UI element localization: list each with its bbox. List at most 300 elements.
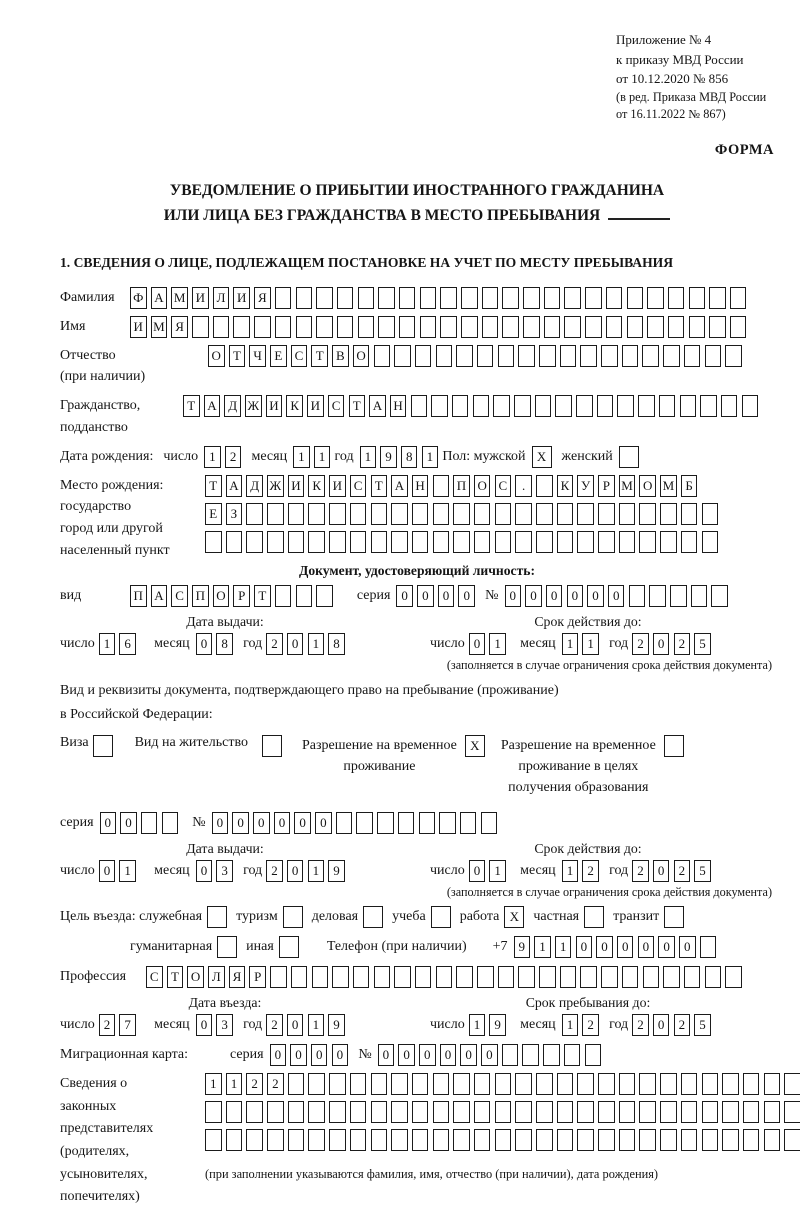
- char-box[interactable]: [622, 966, 639, 988]
- char-box[interactable]: [474, 1101, 491, 1123]
- char-box[interactable]: И: [307, 395, 324, 417]
- char-box[interactable]: [481, 812, 498, 834]
- char-box[interactable]: [536, 503, 553, 525]
- char-box[interactable]: [412, 531, 429, 553]
- char-box[interactable]: [308, 531, 325, 553]
- char-box[interactable]: С: [328, 395, 345, 417]
- char-box[interactable]: [296, 585, 313, 607]
- char-box[interactable]: [371, 1129, 388, 1151]
- char-box[interactable]: 5: [694, 1014, 711, 1036]
- char-box[interactable]: З: [226, 503, 243, 525]
- char-box[interactable]: [378, 316, 395, 338]
- char-box[interactable]: 1: [308, 860, 325, 882]
- char-box[interactable]: [308, 1101, 325, 1123]
- char-box[interactable]: [700, 936, 717, 958]
- char-box[interactable]: [436, 966, 453, 988]
- char-box[interactable]: С: [171, 585, 188, 607]
- char-box[interactable]: [585, 1044, 602, 1066]
- char-box[interactable]: [730, 316, 747, 338]
- char-box[interactable]: М: [151, 316, 168, 338]
- char-box[interactable]: [619, 1073, 636, 1095]
- char-box[interactable]: 0: [587, 585, 604, 607]
- char-box[interactable]: [246, 1101, 263, 1123]
- char-box[interactable]: 2: [632, 1014, 649, 1036]
- char-box[interactable]: [536, 1101, 553, 1123]
- char-box[interactable]: [246, 503, 263, 525]
- char-box[interactable]: 0: [419, 1044, 436, 1066]
- char-box[interactable]: [337, 287, 354, 309]
- char-box[interactable]: [371, 531, 388, 553]
- char-box[interactable]: 1: [422, 446, 439, 468]
- char-box[interactable]: [267, 503, 284, 525]
- char-box[interactable]: [722, 1073, 739, 1095]
- char-box[interactable]: [371, 503, 388, 525]
- char-box[interactable]: [358, 316, 375, 338]
- char-box[interactable]: [543, 1044, 560, 1066]
- char-box[interactable]: 0: [270, 1044, 287, 1066]
- char-box[interactable]: [564, 287, 581, 309]
- char-box[interactable]: [162, 812, 179, 834]
- char-box[interactable]: 0: [617, 936, 634, 958]
- char-box[interactable]: 0: [311, 1044, 328, 1066]
- char-box[interactable]: [722, 1101, 739, 1123]
- char-box[interactable]: [440, 287, 457, 309]
- char-box[interactable]: [577, 531, 594, 553]
- char-box[interactable]: [705, 345, 722, 367]
- char-box[interactable]: Т: [183, 395, 200, 417]
- char-box[interactable]: [267, 1129, 284, 1151]
- char-box[interactable]: [536, 1073, 553, 1095]
- char-box[interactable]: [642, 345, 659, 367]
- char-box[interactable]: [460, 812, 477, 834]
- char-box[interactable]: [456, 966, 473, 988]
- char-box[interactable]: [544, 316, 561, 338]
- char-box[interactable]: [711, 585, 728, 607]
- char-box[interactable]: 2: [582, 1014, 599, 1036]
- char-box[interactable]: [213, 316, 230, 338]
- char-box[interactable]: [619, 1129, 636, 1151]
- char-box[interactable]: [391, 531, 408, 553]
- char-box[interactable]: [668, 287, 685, 309]
- char-box[interactable]: М: [619, 475, 636, 497]
- char-box[interactable]: [722, 1129, 739, 1151]
- char-box[interactable]: [743, 1073, 760, 1095]
- char-box[interactable]: [456, 345, 473, 367]
- char-box[interactable]: [560, 966, 577, 988]
- char-box[interactable]: [515, 1073, 532, 1095]
- char-box[interactable]: [536, 1129, 553, 1151]
- char-box[interactable]: Л: [208, 966, 225, 988]
- char-box[interactable]: Т: [229, 345, 246, 367]
- char-box[interactable]: [557, 503, 574, 525]
- char-box[interactable]: [398, 812, 415, 834]
- char-box[interactable]: [705, 966, 722, 988]
- char-box[interactable]: [597, 395, 614, 417]
- char-box[interactable]: [141, 812, 158, 834]
- char-box[interactable]: [473, 395, 490, 417]
- char-box[interactable]: [275, 287, 292, 309]
- char-box[interactable]: С: [291, 345, 308, 367]
- char-box[interactable]: [453, 531, 470, 553]
- char-box[interactable]: А: [204, 395, 221, 417]
- char-box[interactable]: [329, 1101, 346, 1123]
- char-box[interactable]: [639, 1129, 656, 1151]
- char-box[interactable]: [474, 503, 491, 525]
- char-box[interactable]: [702, 1101, 719, 1123]
- char-box[interactable]: Ч: [249, 345, 266, 367]
- char-box[interactable]: [627, 316, 644, 338]
- char-box[interactable]: [353, 966, 370, 988]
- char-box[interactable]: 9: [328, 860, 345, 882]
- char-box[interactable]: О: [353, 345, 370, 367]
- char-box[interactable]: [639, 1073, 656, 1095]
- char-box[interactable]: [619, 503, 636, 525]
- char-box[interactable]: [627, 287, 644, 309]
- char-box[interactable]: 0: [458, 585, 475, 607]
- char-box[interactable]: [639, 531, 656, 553]
- char-box[interactable]: [660, 1129, 677, 1151]
- char-box[interactable]: [374, 966, 391, 988]
- char-box[interactable]: [721, 395, 738, 417]
- char-box[interactable]: [226, 1101, 243, 1123]
- char-box[interactable]: 0: [417, 585, 434, 607]
- char-box[interactable]: [474, 1129, 491, 1151]
- char-box[interactable]: М: [660, 475, 677, 497]
- char-box[interactable]: [730, 287, 747, 309]
- char-box[interactable]: [267, 1101, 284, 1123]
- char-box[interactable]: У: [577, 475, 594, 497]
- char-box[interactable]: [638, 395, 655, 417]
- char-box[interactable]: [288, 503, 305, 525]
- char-box[interactable]: 0: [567, 585, 584, 607]
- char-box[interactable]: 9: [514, 936, 531, 958]
- char-box[interactable]: П: [192, 585, 209, 607]
- char-box[interactable]: 0: [638, 936, 655, 958]
- char-box[interactable]: [350, 1129, 367, 1151]
- char-box[interactable]: [619, 531, 636, 553]
- char-box[interactable]: [420, 316, 437, 338]
- char-box[interactable]: Т: [205, 475, 222, 497]
- char-box[interactable]: [660, 1073, 677, 1095]
- char-box[interactable]: 0: [398, 1044, 415, 1066]
- char-box[interactable]: [681, 531, 698, 553]
- char-box[interactable]: Я: [254, 287, 271, 309]
- char-box[interactable]: А: [151, 287, 168, 309]
- char-box[interactable]: [495, 531, 512, 553]
- char-box[interactable]: [246, 1129, 263, 1151]
- purpose-tourism-checkbox[interactable]: [283, 906, 303, 928]
- char-box[interactable]: [308, 503, 325, 525]
- char-box[interactable]: [431, 395, 448, 417]
- char-box[interactable]: 9: [328, 1014, 345, 1036]
- char-box[interactable]: [670, 585, 687, 607]
- char-box[interactable]: [399, 316, 416, 338]
- char-box[interactable]: 0: [653, 860, 670, 882]
- char-box[interactable]: Ф: [130, 287, 147, 309]
- char-box[interactable]: 0: [99, 860, 116, 882]
- char-box[interactable]: 0: [287, 633, 304, 655]
- char-box[interactable]: 0: [438, 585, 455, 607]
- char-box[interactable]: Я: [171, 316, 188, 338]
- temp-permit-edu-checkbox[interactable]: [664, 735, 684, 757]
- char-box[interactable]: [702, 503, 719, 525]
- char-box[interactable]: [412, 1073, 429, 1095]
- char-box[interactable]: [350, 503, 367, 525]
- char-box[interactable]: 0: [274, 812, 291, 834]
- char-box[interactable]: 9: [489, 1014, 506, 1036]
- char-box[interactable]: 0: [287, 860, 304, 882]
- char-box[interactable]: Н: [390, 395, 407, 417]
- char-box[interactable]: 2: [99, 1014, 116, 1036]
- char-box[interactable]: [680, 395, 697, 417]
- char-box[interactable]: 5: [694, 633, 711, 655]
- char-box[interactable]: [308, 1073, 325, 1095]
- char-box[interactable]: [288, 1129, 305, 1151]
- char-box[interactable]: [557, 1073, 574, 1095]
- char-box[interactable]: [784, 1073, 800, 1095]
- char-box[interactable]: К: [308, 475, 325, 497]
- char-box[interactable]: 1: [293, 446, 310, 468]
- char-box[interactable]: 1: [204, 446, 221, 468]
- char-box[interactable]: [515, 1101, 532, 1123]
- char-box[interactable]: [557, 531, 574, 553]
- char-box[interactable]: [275, 316, 292, 338]
- char-box[interactable]: Д: [246, 475, 263, 497]
- temp-permit-checkbox[interactable]: X: [465, 735, 485, 757]
- char-box[interactable]: [391, 1073, 408, 1095]
- char-box[interactable]: [474, 1073, 491, 1095]
- char-box[interactable]: 8: [216, 633, 233, 655]
- char-box[interactable]: [585, 316, 602, 338]
- char-box[interactable]: 0: [596, 936, 613, 958]
- char-box[interactable]: [518, 345, 535, 367]
- char-box[interactable]: 0: [576, 936, 593, 958]
- char-box[interactable]: [536, 475, 553, 497]
- char-box[interactable]: 8: [328, 633, 345, 655]
- char-box[interactable]: [453, 503, 470, 525]
- char-box[interactable]: [580, 345, 597, 367]
- char-box[interactable]: 2: [582, 860, 599, 882]
- char-box[interactable]: [461, 316, 478, 338]
- char-box[interactable]: 2: [267, 1073, 284, 1095]
- char-box[interactable]: [433, 531, 450, 553]
- char-box[interactable]: А: [151, 585, 168, 607]
- char-box[interactable]: [316, 287, 333, 309]
- char-box[interactable]: [598, 1073, 615, 1095]
- char-box[interactable]: [502, 287, 519, 309]
- char-box[interactable]: [377, 812, 394, 834]
- char-box[interactable]: Н: [412, 475, 429, 497]
- char-box[interactable]: [555, 395, 572, 417]
- char-box[interactable]: [577, 1129, 594, 1151]
- char-box[interactable]: [474, 531, 491, 553]
- char-box[interactable]: [493, 395, 510, 417]
- char-box[interactable]: С: [350, 475, 367, 497]
- char-box[interactable]: 0: [658, 936, 675, 958]
- char-box[interactable]: [332, 966, 349, 988]
- char-box[interactable]: 1: [534, 936, 551, 958]
- char-box[interactable]: [518, 966, 535, 988]
- char-box[interactable]: [606, 316, 623, 338]
- char-box[interactable]: 1: [469, 1014, 486, 1036]
- char-box[interactable]: [337, 316, 354, 338]
- char-box[interactable]: Т: [254, 585, 271, 607]
- char-box[interactable]: [477, 345, 494, 367]
- char-box[interactable]: [523, 287, 540, 309]
- char-box[interactable]: 0: [196, 860, 213, 882]
- char-box[interactable]: [689, 316, 706, 338]
- char-box[interactable]: [681, 503, 698, 525]
- char-box[interactable]: [649, 585, 666, 607]
- char-box[interactable]: 0: [253, 812, 270, 834]
- char-box[interactable]: А: [369, 395, 386, 417]
- char-box[interactable]: 0: [120, 812, 137, 834]
- char-box[interactable]: [647, 316, 664, 338]
- char-box[interactable]: [453, 1101, 470, 1123]
- char-box[interactable]: [495, 503, 512, 525]
- purpose-work-checkbox[interactable]: X: [504, 906, 524, 928]
- char-box[interactable]: [601, 345, 618, 367]
- purpose-other-checkbox[interactable]: [279, 936, 299, 958]
- char-box[interactable]: [702, 531, 719, 553]
- char-box[interactable]: 0: [212, 812, 229, 834]
- char-box[interactable]: 0: [440, 1044, 457, 1066]
- char-box[interactable]: [246, 531, 263, 553]
- char-box[interactable]: [639, 503, 656, 525]
- char-box[interactable]: О: [474, 475, 491, 497]
- char-box[interactable]: [419, 812, 436, 834]
- char-box[interactable]: [267, 531, 284, 553]
- char-box[interactable]: 1: [308, 633, 325, 655]
- char-box[interactable]: [577, 1101, 594, 1123]
- char-box[interactable]: [502, 316, 519, 338]
- char-box[interactable]: [709, 316, 726, 338]
- char-box[interactable]: [411, 395, 428, 417]
- char-box[interactable]: Т: [349, 395, 366, 417]
- char-box[interactable]: [598, 531, 615, 553]
- char-box[interactable]: 1: [555, 936, 572, 958]
- char-box[interactable]: [288, 1073, 305, 1095]
- purpose-private-checkbox[interactable]: [584, 906, 604, 928]
- char-box[interactable]: [576, 395, 593, 417]
- residence-permit-checkbox[interactable]: [262, 735, 282, 757]
- char-box[interactable]: 2: [266, 1014, 283, 1036]
- char-box[interactable]: [440, 316, 457, 338]
- char-box[interactable]: [205, 1129, 222, 1151]
- char-box[interactable]: [629, 585, 646, 607]
- char-box[interactable]: [764, 1101, 781, 1123]
- purpose-study-checkbox[interactable]: [431, 906, 451, 928]
- char-box[interactable]: [702, 1129, 719, 1151]
- char-box[interactable]: [288, 531, 305, 553]
- char-box[interactable]: [358, 287, 375, 309]
- char-box[interactable]: [371, 1073, 388, 1095]
- char-box[interactable]: 1: [360, 446, 377, 468]
- sex-female-checkbox[interactable]: [619, 446, 639, 468]
- char-box[interactable]: [502, 1044, 519, 1066]
- char-box[interactable]: О: [639, 475, 656, 497]
- char-box[interactable]: 0: [232, 812, 249, 834]
- char-box[interactable]: 2: [225, 446, 242, 468]
- char-box[interactable]: [275, 585, 292, 607]
- char-box[interactable]: [233, 316, 250, 338]
- char-box[interactable]: 0: [608, 585, 625, 607]
- char-box[interactable]: 1: [489, 633, 506, 655]
- char-box[interactable]: 0: [100, 812, 117, 834]
- char-box[interactable]: [498, 966, 515, 988]
- char-box[interactable]: Р: [249, 966, 266, 988]
- char-box[interactable]: [601, 966, 618, 988]
- char-box[interactable]: [764, 1129, 781, 1151]
- char-box[interactable]: 0: [679, 936, 696, 958]
- char-box[interactable]: [350, 531, 367, 553]
- char-box[interactable]: 0: [294, 812, 311, 834]
- char-box[interactable]: 6: [119, 633, 136, 655]
- char-box[interactable]: [725, 345, 742, 367]
- char-box[interactable]: 2: [246, 1073, 263, 1095]
- char-box[interactable]: 0: [315, 812, 332, 834]
- char-box[interactable]: С: [495, 475, 512, 497]
- char-box[interactable]: [433, 475, 450, 497]
- purpose-official-checkbox[interactable]: [207, 906, 227, 928]
- char-box[interactable]: [522, 1044, 539, 1066]
- char-box[interactable]: [498, 345, 515, 367]
- char-box[interactable]: [700, 395, 717, 417]
- char-box[interactable]: [433, 1129, 450, 1151]
- char-box[interactable]: [291, 966, 308, 988]
- char-box[interactable]: [647, 287, 664, 309]
- char-box[interactable]: [482, 316, 499, 338]
- char-box[interactable]: [564, 316, 581, 338]
- char-box[interactable]: [356, 812, 373, 834]
- char-box[interactable]: [544, 287, 561, 309]
- char-box[interactable]: Р: [233, 585, 250, 607]
- char-box[interactable]: В: [332, 345, 349, 367]
- char-box[interactable]: [784, 1129, 800, 1151]
- char-box[interactable]: [439, 812, 456, 834]
- char-box[interactable]: Т: [167, 966, 184, 988]
- char-box[interactable]: [482, 287, 499, 309]
- char-box[interactable]: 2: [632, 860, 649, 882]
- char-box[interactable]: [639, 1101, 656, 1123]
- char-box[interactable]: [329, 1073, 346, 1095]
- char-box[interactable]: [560, 345, 577, 367]
- char-box[interactable]: С: [146, 966, 163, 988]
- char-box[interactable]: 1: [562, 633, 579, 655]
- char-box[interactable]: [415, 966, 432, 988]
- char-box[interactable]: Я: [229, 966, 246, 988]
- char-box[interactable]: 0: [653, 633, 670, 655]
- char-box[interactable]: Б: [681, 475, 698, 497]
- purpose-humanitarian-checkbox[interactable]: [217, 936, 237, 958]
- char-box[interactable]: [391, 1129, 408, 1151]
- char-box[interactable]: [606, 287, 623, 309]
- char-box[interactable]: [539, 966, 556, 988]
- char-box[interactable]: 0: [525, 585, 542, 607]
- char-box[interactable]: [515, 1129, 532, 1151]
- char-box[interactable]: [684, 345, 701, 367]
- char-box[interactable]: [316, 585, 333, 607]
- char-box[interactable]: [617, 395, 634, 417]
- char-box[interactable]: [391, 1101, 408, 1123]
- char-box[interactable]: [585, 287, 602, 309]
- char-box[interactable]: 8: [401, 446, 418, 468]
- char-box[interactable]: [580, 966, 597, 988]
- char-box[interactable]: [515, 531, 532, 553]
- char-box[interactable]: [308, 1129, 325, 1151]
- char-box[interactable]: 1: [562, 1014, 579, 1036]
- char-box[interactable]: П: [130, 585, 147, 607]
